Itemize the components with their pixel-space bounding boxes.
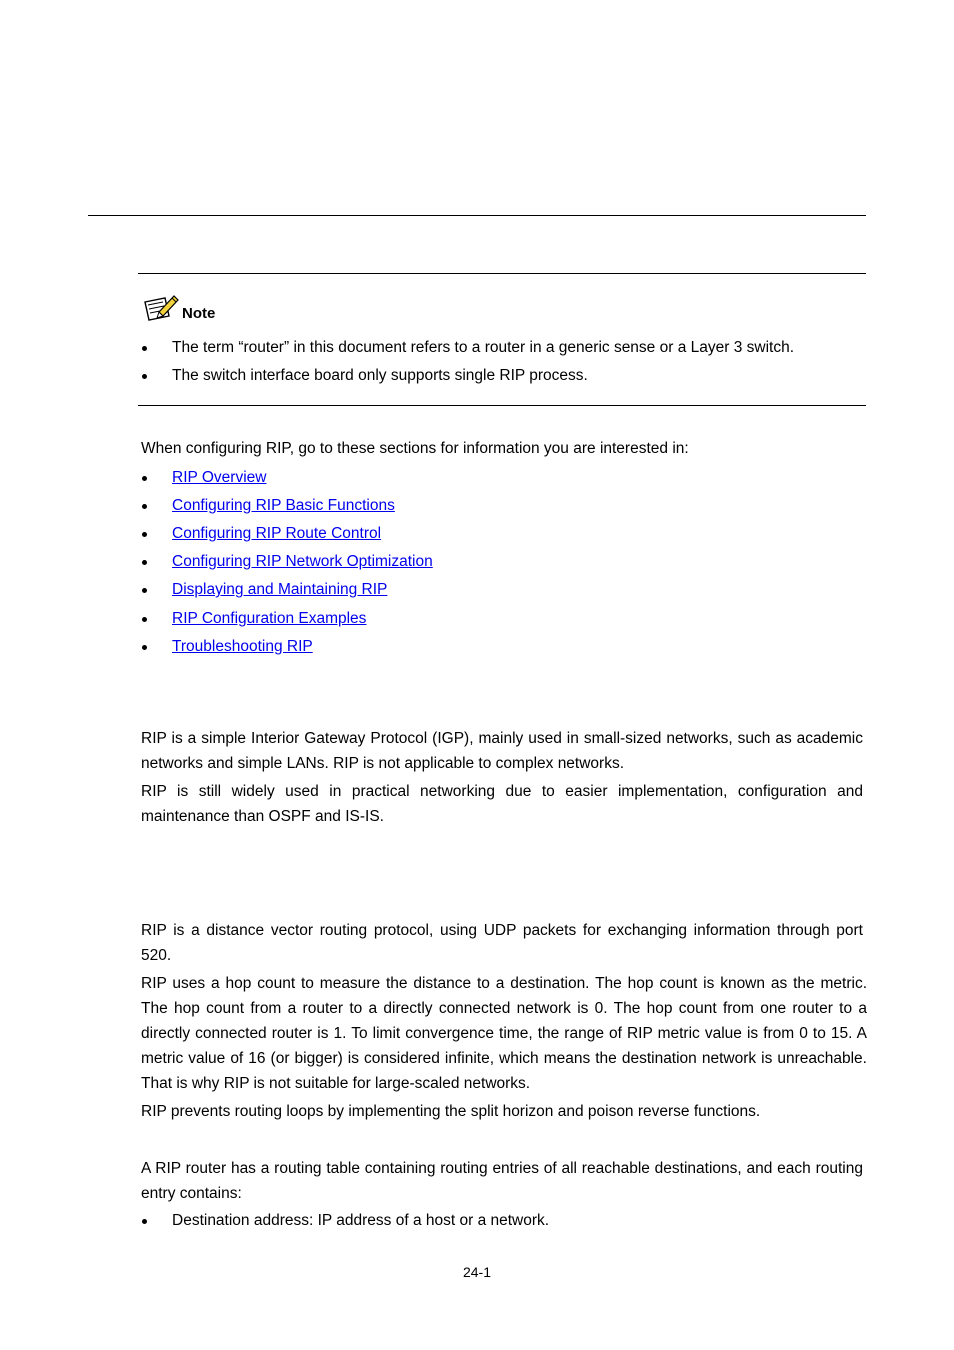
link-configuration-examples[interactable]: RIP Configuration Examples bbox=[172, 610, 367, 627]
note-item-text: The term “router” in this document refers to a router in a generic sense or a Layer 3 switch. bbox=[172, 339, 794, 356]
routing-table-intro: A RIP router has a routing table containing routing entries of all reachable destinations, and each routing entry contains: bbox=[141, 1160, 863, 1202]
bullet-icon bbox=[142, 346, 147, 351]
link-network-optimization[interactable]: Configuring RIP Network Optimization bbox=[172, 553, 433, 570]
note-label: Note bbox=[182, 305, 216, 322]
bullet-icon bbox=[142, 560, 147, 565]
note-top-rule bbox=[138, 273, 866, 274]
overview-paragraph: RIP is still widely used in practical networking due to easier implementation, configuration and maintenance than OSPF and IS-IS. bbox=[141, 783, 863, 825]
page-number: 24-1 bbox=[462, 1264, 492, 1280]
bullet-icon bbox=[142, 374, 147, 379]
note-bottom-rule bbox=[138, 405, 866, 406]
intro-text: When configuring RIP, go to these sections for information you are interested in: bbox=[141, 440, 689, 457]
note-pencil-icon bbox=[143, 292, 179, 322]
bullet-icon bbox=[142, 645, 147, 650]
link-rip-overview[interactable]: RIP Overview bbox=[172, 469, 267, 486]
link-route-control[interactable]: Configuring RIP Route Control bbox=[172, 525, 382, 542]
routing-entry-item: Destination address: IP address of a host or a network. bbox=[172, 1212, 550, 1229]
note-item-text: The switch interface board only supports single RIP process. bbox=[172, 367, 588, 384]
link-troubleshooting[interactable]: Troubleshooting RIP bbox=[172, 638, 313, 655]
link-displaying-maintaining[interactable]: Displaying and Maintaining RIP bbox=[172, 581, 388, 598]
bullet-icon bbox=[142, 476, 147, 481]
bullet-icon bbox=[142, 588, 147, 593]
mechanism-paragraph: RIP prevents routing loops by implementing the split horizon and poison reverse functions. bbox=[141, 1103, 761, 1120]
overview-paragraph: RIP is a simple Interior Gateway Protocol (IGP), mainly used in small-sized networks, such as academic networks and simple LANs. RIP is not applicable to complex networks. bbox=[141, 730, 863, 772]
link-basic-functions[interactable]: Configuring RIP Basic Functions bbox=[172, 497, 395, 514]
bullet-icon bbox=[142, 504, 147, 509]
mechanism-paragraph: RIP uses a hop count to measure the distance to a destination. The hop count is known as the metric. The hop count from a router to a directly connected network is 0. The hop count from one router to a directly connected router is 1. To limit convergence time, the range of RIP metric value is from 0 to 15. A metric value of 16 (or bigger) is considered infinite, which means the destination network is unreachable. That is why RIP is not suitable for large-scaled networks. bbox=[141, 975, 867, 1092]
bullet-icon bbox=[142, 532, 147, 537]
header-rule bbox=[88, 215, 866, 216]
mechanism-paragraph: RIP is a distance vector routing protocol, using UDP packets for exchanging information through port 520. bbox=[141, 922, 863, 964]
bullet-icon bbox=[142, 1219, 147, 1224]
bullet-icon bbox=[142, 617, 147, 622]
